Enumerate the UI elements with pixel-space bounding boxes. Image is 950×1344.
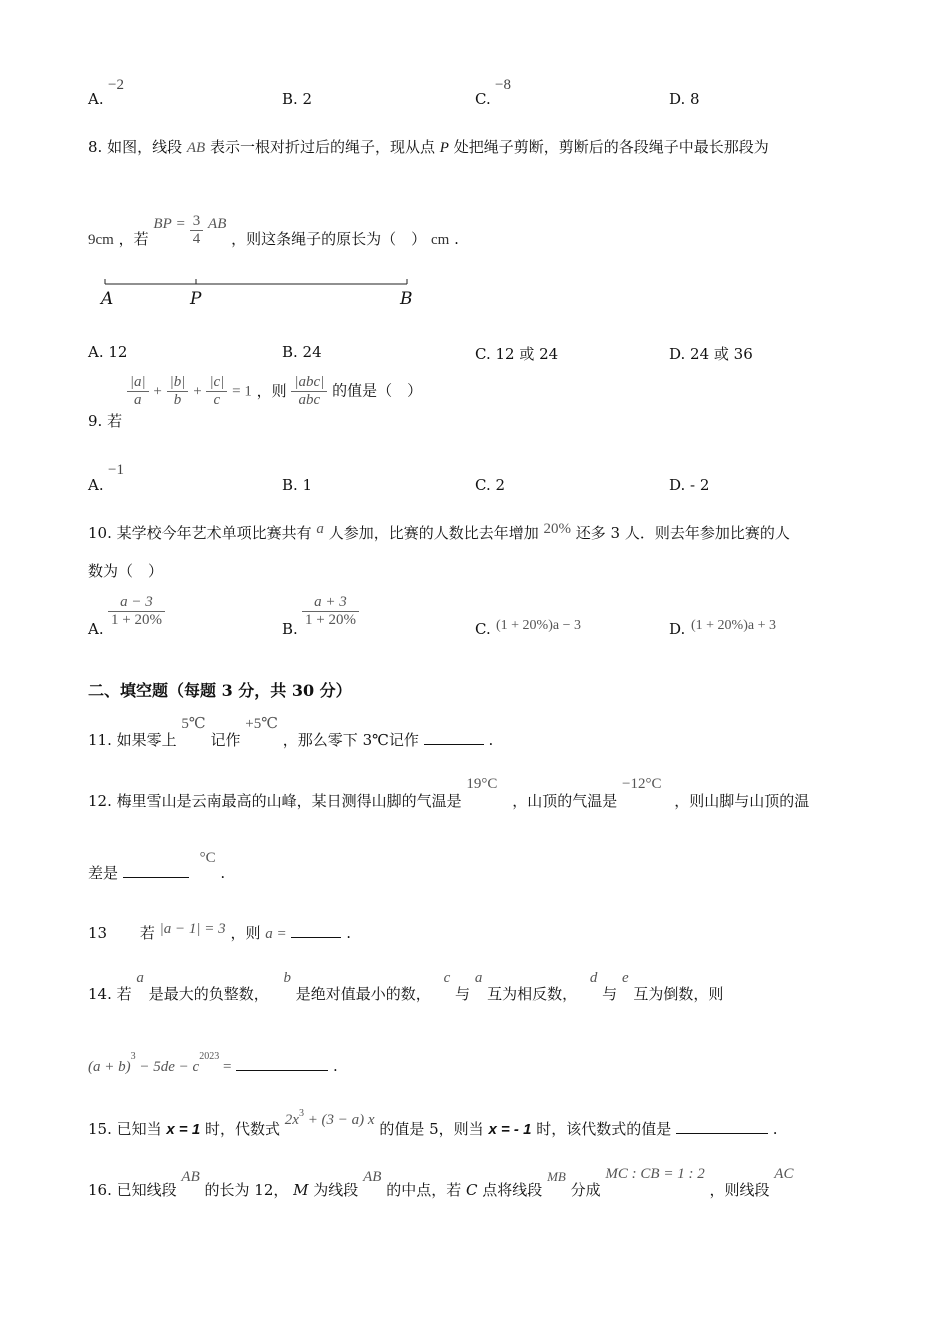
q10-option-b-fraction bbox=[302, 594, 359, 629]
q9-fraction-2-numerator: |b| bbox=[167, 374, 189, 392]
q8-text-1: 8. 如图，线段 bbox=[88, 138, 183, 156]
q8-option-b: B. 24 bbox=[282, 343, 322, 361]
q9-fraction-1-numerator: |a| bbox=[127, 374, 149, 392]
q15-text-3: 的值是 5，则当 bbox=[379, 1120, 484, 1138]
q11-text-1: 11. 如果零上 bbox=[88, 731, 177, 749]
q10-option-b-label: B. bbox=[282, 620, 298, 638]
q8-line2 bbox=[88, 200, 459, 250]
q14-text-3: 是绝对值最小的数， bbox=[295, 985, 431, 1003]
q14-line1 bbox=[88, 966, 723, 1006]
q12-line1 bbox=[88, 772, 809, 812]
q16-segment-ab-2: AB bbox=[363, 1169, 382, 1185]
q8-fraction bbox=[190, 213, 204, 248]
q15-expr-b: + (3 − a) x bbox=[303, 1112, 375, 1128]
q8-options bbox=[88, 343, 868, 365]
q11-period: . bbox=[488, 731, 494, 749]
q14-var-a: a bbox=[136, 970, 144, 986]
q14-var-a-2: a bbox=[474, 970, 483, 986]
q13-period: . bbox=[346, 924, 351, 942]
q14-text-1: 14. 若 bbox=[88, 985, 132, 1003]
section-2-title: 二、填空题（每题 3 分，共 30 分） bbox=[88, 681, 352, 700]
q9-fraction-3 bbox=[206, 374, 227, 409]
q12-unit: °C bbox=[199, 850, 216, 866]
q10-text-3: 还多 3 人．则去年参加比赛的人 bbox=[575, 524, 790, 542]
q13-equation: |a − 1| = 3 bbox=[159, 921, 226, 937]
q13-answer-blank[interactable] bbox=[291, 923, 341, 938]
q15-expr-a: 2x bbox=[284, 1112, 299, 1128]
q16-point-c: C bbox=[466, 1181, 478, 1199]
q8-segment-figure bbox=[96, 274, 426, 310]
q16-point-m: M bbox=[293, 1181, 309, 1199]
q14-var-b: b bbox=[283, 970, 291, 986]
q10-option-b-numerator: a + 3 bbox=[302, 594, 359, 612]
q10-line2: 数为（ ） bbox=[88, 562, 164, 580]
q12-answer-blank[interactable] bbox=[123, 863, 189, 878]
q8-fraction-denominator: 4 bbox=[192, 231, 201, 247]
q10-option-a-numerator: a − 3 bbox=[108, 594, 165, 612]
q8-fraction-numerator: 3 bbox=[190, 213, 204, 231]
q16-segment-ac: AC bbox=[774, 1166, 794, 1182]
q16-text-7: ，则线段 bbox=[709, 1181, 770, 1199]
q9-plus-2: + bbox=[193, 383, 202, 400]
q14-text-2: 是最大的负整数， bbox=[148, 985, 269, 1003]
q9-plus-1: + bbox=[153, 383, 162, 400]
q11-value-1: 5℃ bbox=[181, 716, 206, 732]
q9-option-a-value: −1 bbox=[108, 462, 124, 478]
q9-line bbox=[88, 374, 422, 430]
q7-option-d: D. 8 bbox=[669, 90, 700, 108]
q15-text-4: 时，该代数式的值是 bbox=[536, 1120, 672, 1138]
q8-line1 bbox=[88, 136, 769, 157]
q7-option-b: B. 2 bbox=[282, 90, 313, 108]
q9-option-c: C. 2 bbox=[475, 476, 506, 494]
q10-option-a-fraction bbox=[108, 594, 165, 629]
q13-line bbox=[88, 912, 351, 942]
q10-var-a: a bbox=[316, 521, 324, 537]
q16-text-4: 的中点，若 bbox=[386, 1181, 462, 1199]
q9-fraction-3-numerator: |c| bbox=[206, 374, 227, 392]
q13-var-a: a = bbox=[265, 926, 287, 942]
q9-fraction-4-numerator: |abc| bbox=[291, 374, 327, 392]
q8-figure-label-b: B bbox=[400, 289, 413, 309]
q12-text-1: 12. 梅里雪山是云南最高的山峰，某日测得山脚的气温是 bbox=[88, 792, 462, 810]
q12-text-3: ，则山脚与山顶的温 bbox=[674, 792, 810, 810]
q15-condition-1: x = 1 bbox=[166, 1121, 201, 1138]
q9-fraction-1 bbox=[127, 374, 149, 409]
q11-value-2: +5℃ bbox=[245, 716, 279, 732]
q8-figure-label-p: P bbox=[190, 289, 202, 309]
q8-ab-2: AB bbox=[208, 215, 227, 232]
q10-option-c-expr: (1 + 20%)a − 3 bbox=[496, 618, 581, 633]
q14-answer-blank[interactable] bbox=[236, 1056, 328, 1071]
q10-text-2: 人参加，比赛的人数比去年增加 bbox=[328, 524, 539, 542]
q15-period: . bbox=[772, 1120, 778, 1138]
q15-expr-exponent: 3 bbox=[298, 1108, 304, 1119]
q9-option-d: D. - 2 bbox=[669, 476, 710, 494]
q8-question-text: ，则这条绳子的原长为（ ） bbox=[231, 229, 427, 248]
q9-fraction-1-denominator: a bbox=[134, 392, 142, 408]
q15-line bbox=[88, 1104, 778, 1138]
q10-option-d-label: D. bbox=[669, 620, 686, 638]
q15-text-2: 时，代数式 bbox=[204, 1120, 280, 1138]
q14-text-4: 与 bbox=[455, 985, 471, 1003]
q8-if-text: ，若 bbox=[118, 229, 149, 248]
q16-segment-mb: MB bbox=[547, 1169, 566, 1184]
q16-text-3: 为线段 bbox=[313, 1181, 359, 1199]
q9-option-a-label: A. bbox=[88, 476, 104, 494]
q10-percent: 20% bbox=[543, 521, 571, 537]
q8-text-2: 表示一根对折过后的绳子，现从点 bbox=[209, 138, 435, 156]
q12-text-4: 差是 bbox=[88, 864, 119, 882]
q15-condition-2: x = - 1 bbox=[488, 1121, 532, 1138]
q16-text-6: 分成 bbox=[570, 1181, 601, 1199]
q9-fraction-3-denominator: c bbox=[213, 392, 221, 408]
q8-text-3: 处把绳子剪断，剪断后的各段绳子中最长那段为 bbox=[453, 138, 769, 156]
q14-expr-exponent: 3 bbox=[130, 1051, 136, 1062]
q8-segment-ab: AB bbox=[186, 140, 206, 156]
q14-expr-middle: − 5de − c bbox=[135, 1059, 200, 1075]
q14-expr-exponent-2: 2023 bbox=[199, 1051, 220, 1062]
q12-period: . bbox=[220, 864, 226, 882]
q16-text-5: 点将线段 bbox=[482, 1181, 543, 1199]
q10-text-1: 10. 某学校今年艺术单项比赛共有 bbox=[88, 524, 312, 542]
q14-var-d: d bbox=[589, 970, 598, 986]
q10-option-d-expr: (1 + 20%)a + 3 bbox=[691, 618, 776, 633]
q7-option-c-label: C. bbox=[475, 90, 491, 108]
q12-text-2: ，山顶的气温是 bbox=[512, 792, 618, 810]
q14-expr-equals: = bbox=[219, 1059, 232, 1075]
q9-options bbox=[88, 462, 868, 496]
q7-option-a-label: A. bbox=[88, 90, 104, 108]
q8-option-d: D. 24 或 36 bbox=[669, 345, 753, 363]
q15-text-1: 15. 已知当 bbox=[88, 1120, 162, 1138]
q9-fraction-2 bbox=[167, 374, 189, 409]
q9-fraction-2-denominator: b bbox=[173, 392, 182, 408]
q15-answer-blank[interactable] bbox=[676, 1119, 768, 1134]
q10-line1 bbox=[88, 522, 790, 543]
q9-text-1: 9. 若 bbox=[88, 411, 123, 430]
q14-text-7: 互为倒数，则 bbox=[633, 985, 724, 1003]
q14-text-6: 与 bbox=[602, 985, 618, 1003]
q13-text-1: 若 bbox=[139, 924, 155, 942]
q8-option-a: A. 12 bbox=[88, 343, 128, 361]
q9-text-3: 的值是（ ） bbox=[332, 381, 423, 400]
q7-options bbox=[88, 77, 868, 110]
q9-equals-one: = 1 bbox=[232, 383, 252, 400]
q16-text-2: 的长为 12， bbox=[204, 1181, 289, 1199]
q10-option-a-label: A. bbox=[88, 620, 104, 638]
q7-option-c-value: −8 bbox=[495, 77, 511, 93]
q10-option-c-label: C. bbox=[475, 620, 491, 638]
q8-equals: = bbox=[176, 215, 185, 232]
q9-option-b: B. 1 bbox=[282, 476, 313, 494]
q8-bp: BP bbox=[153, 215, 172, 232]
q16-segment-ab: AB bbox=[181, 1169, 200, 1185]
q14-period: . bbox=[332, 1057, 338, 1075]
q8-length: 9cm bbox=[88, 231, 114, 248]
q11-line bbox=[88, 712, 493, 752]
q8-unit: cm bbox=[430, 231, 450, 248]
q10-option-a-denominator: 1 + 20% bbox=[111, 612, 162, 628]
q12-line2 bbox=[88, 846, 225, 886]
q11-text-3: ，那么零下 3℃记作 bbox=[282, 731, 419, 749]
q13-number: 13 bbox=[88, 924, 108, 942]
q14-var-e: e bbox=[621, 970, 629, 986]
q10-options bbox=[88, 594, 868, 644]
q12-value-2: −12°C bbox=[622, 776, 662, 792]
q8-point-p: P bbox=[439, 140, 449, 156]
q9-fraction-4-denominator: abc bbox=[298, 392, 321, 408]
q14-line2 bbox=[88, 1042, 338, 1076]
q9-text-2: ，则 bbox=[256, 381, 287, 400]
q7-option-a-value: −2 bbox=[108, 77, 124, 93]
q12-value-1: 19°C bbox=[466, 776, 498, 792]
q16-line bbox=[88, 1162, 793, 1202]
q8-period: . bbox=[454, 229, 459, 248]
q10-option-b-denominator: 1 + 20% bbox=[305, 612, 356, 628]
q16-ratio: MC : CB = 1 : 2 bbox=[605, 1166, 705, 1182]
q8-option-c: C. 12 或 24 bbox=[475, 345, 559, 363]
q9-fraction-4 bbox=[291, 374, 327, 409]
q16-text-1: 16. 已知线段 bbox=[88, 1181, 177, 1199]
q14-text-5: 互为相反数， bbox=[487, 985, 578, 1003]
q14-expr-base: (a + b) bbox=[88, 1059, 131, 1075]
q14-var-c: c bbox=[443, 970, 451, 986]
q13-text-2: ，则 bbox=[230, 924, 261, 942]
q11-answer-blank[interactable] bbox=[424, 730, 484, 745]
q8-figure-label-a: A bbox=[101, 289, 114, 309]
q11-text-2: 记作 bbox=[210, 731, 241, 749]
